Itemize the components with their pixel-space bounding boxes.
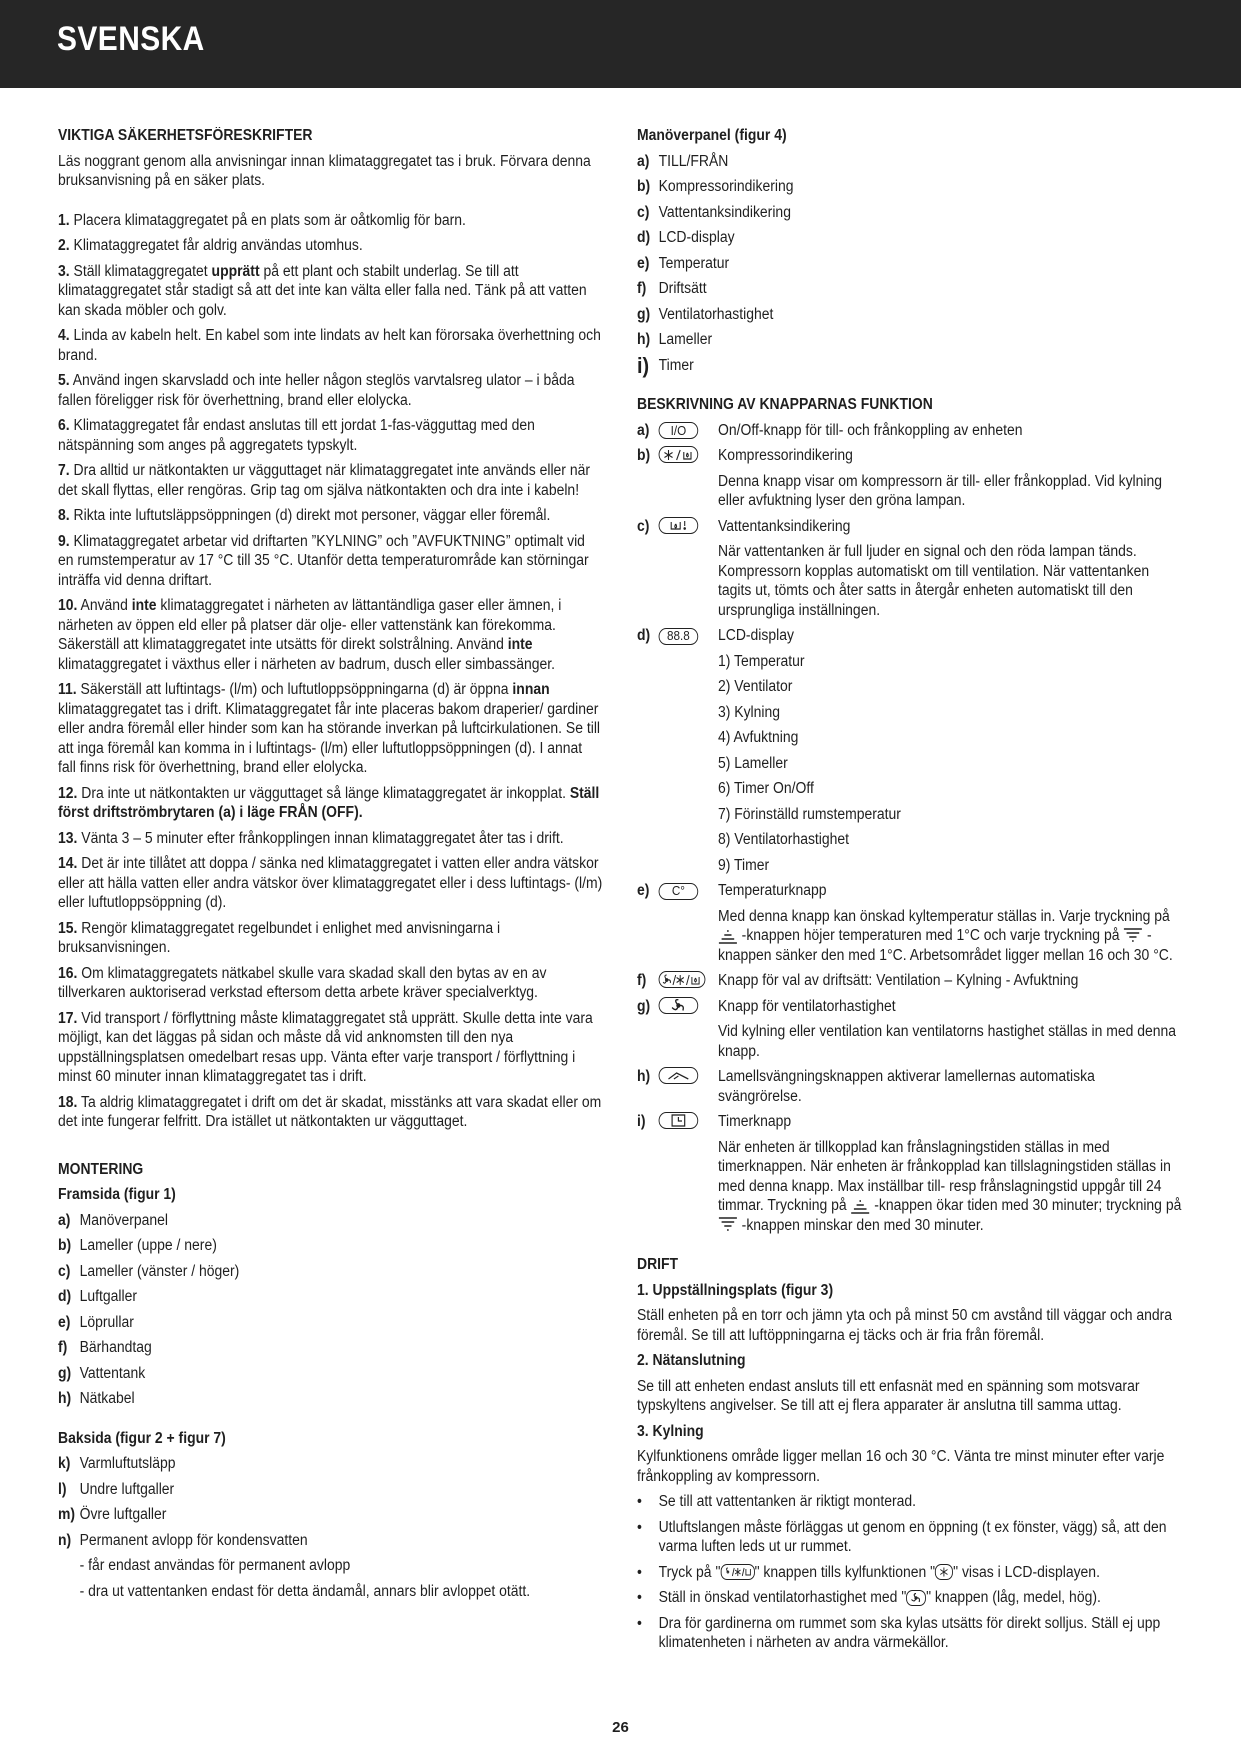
back-heading: Baksida (figur 2 + figur 7) (58, 1429, 226, 1447)
list-item: f) Driftsätt (637, 280, 707, 297)
language-title: SVENSKA (57, 20, 205, 58)
list-item: m) Övre luftgaller (58, 1506, 167, 1523)
safety-rule: 15. Rengör klimataggregatet regelbundet i enlighet med anvisningarna i bruksanvisningen. (58, 919, 501, 956)
bullet-item: • Utluftslangen måste förläggas ut genom en öppning (t ex fönster, vägg) så, att den varma luften leds ut ur rummet. (637, 1518, 1167, 1555)
fan-icon (906, 1590, 926, 1606)
safety-rule: 7. Dra alltid ur nätkontakten ur vägguttaget när klimataggregatet inte används eller när det skall flyttas, eller rengöras. Grip tag om själva nätkontakten och dra inte i kabeln! (58, 462, 590, 499)
list-item: k) Varmluftutsläpp (58, 1455, 176, 1472)
list-item: n) Permanent avlopp för kondensvatten (58, 1531, 308, 1549)
button-row: h) Lamellsvängningsknappen aktiverar lamellernas automatiska svängrörelse. (637, 1068, 1095, 1105)
drift-section-heading: 1. Uppställningsplats (figur 3) (637, 1281, 834, 1299)
button-description: Med denna knapp kan önskad kyltemperatur ställas in. Varje tryckning på -knappen höjer temperaturen med 1°C och varje tryckning på -knappen sänker den med 1°C. Arbetsområdet ligger mellan 16 och 30 °C. (718, 907, 1173, 964)
panel-heading: Manöverpanel (figur 4) (637, 127, 787, 144)
button-row: f) Knapp för val av driftsätt: Ventilation – Kylning - Avfuktning (637, 972, 1079, 989)
safety-rule: 4. Linda av kabeln helt. En kabel som inte lindats av helt kan förorsaka överhettning och brand. (58, 327, 601, 364)
button-row: g) Knapp för ventilatorhastighet (637, 997, 896, 1015)
safety-rule: 11. Säkerställ att luftintags- (l/m) och luftutloppsöppningarna (d) är öppna innan klimataggregatet tas i drift. Klimataggregatet får inte placeras bakom draperier/ gardiner eller andra föremål eller hinder som kan ha störande inverkan på luftcirkulationen. Se till att inga föremål kan komma in i luftintags- (l/m) eller luftutloppsöppningen (d). I annat fall finns risk för överhettning, brand eller elolycka. (58, 681, 601, 776)
snowflake-drop-icon (659, 446, 699, 463)
list-item: g) Ventilatorhastighet (637, 305, 774, 323)
list-subitem: - får endast användas för permanent avlopp (79, 1557, 351, 1574)
button-description: När enheten är tillkopplad kan frånslagningstiden ställas in med timerknappen. När enheten är frånkopplad kan tillslagningstiden ställas in med denna knapp. Max inställbar till- resp frånslagningstid uppgår till 24 timmar. Tryckning på -knappen ökar tiden med 30 minuter; tryckning på -knappen minskar den med 30 minuter. (718, 1138, 1182, 1234)
safety-rule: 12. Dra inte ut nätkontakten ur vägguttaget så länge klimataggregatet är inkopplat. Ställ först driftströmbrytaren (a) i läge FRÅN (OFF). (58, 784, 600, 821)
list-item: h) Nätkabel (58, 1390, 135, 1407)
button-row: i) Timerknapp (637, 1113, 792, 1130)
swing-icon (659, 1067, 699, 1084)
button-row: e) C° Temperaturknapp (637, 882, 827, 899)
safety-rule: 8. Rikta inte luftutsläppsöppningen (d) direkt mot personer, väggar eller föremål. (58, 507, 551, 524)
lcd-item: 6) Timer On/Off (718, 780, 814, 797)
bullet-item: • Se till att vattentanken är riktigt monterad. (637, 1493, 917, 1510)
safety-rule: 5. Använd ingen skarvsladd och inte heller någon steglös varvtalsreg ulator – i båda fallen föreligger risk för överhettning, brand eller elolycka. (58, 372, 575, 409)
right-column (637, 126, 1182, 1659)
mode-icon (720, 1564, 754, 1580)
list-item: b) Kompressorindikering (637, 178, 794, 195)
lcd-item: 5) Lameller (718, 754, 788, 772)
mode-icon (659, 971, 706, 988)
list-item: c) Lameller (vänster / höger) (58, 1262, 240, 1280)
lcd-item: 8) Ventilatorhastighet (718, 831, 850, 848)
temperature-icon: C° (659, 883, 699, 900)
lcd-item: 3) Kylning (718, 703, 781, 721)
lcd-item: 2) Ventilator (718, 678, 793, 695)
list-item: e) Löprullar (58, 1313, 134, 1331)
button-row: a) I/O On/Off-knapp för till- och frånkoppling av enheten (637, 421, 1023, 439)
drift-section-heading: 2. Nätanslutning (637, 1352, 746, 1369)
button-row: b) Kompressorindikering (637, 447, 853, 464)
down-arrow-icon (1123, 928, 1143, 944)
list-item: l) Undre luftgaller (58, 1480, 175, 1498)
up-arrow-icon (718, 928, 738, 944)
list-item: h) Lameller (637, 331, 713, 348)
list-item: g) Vattentank (58, 1364, 146, 1382)
button-description: Denna knapp visar om kompressorn är till- eller frånkopplad. Vid kylning eller avfuktning lyser den gröna lampan. (718, 472, 1163, 509)
list-item: d) LCD-display (637, 229, 735, 246)
button-row: d) 88.8 LCD-display (637, 627, 794, 644)
bullet-item: • Ställ in önskad ventilatorhastighet med " " knappen (låg, medel, hög). (637, 1589, 1101, 1606)
list-subitem: - dra ut vattentanken endast för detta ändamål, annars blir avloppet otätt. (79, 1582, 531, 1600)
drift-section-text: Se till att enheten endast ansluts till ett enfasnät med en spänning som motsvarar typskyltens angivelser. Se till att ej flera apparater är anslutna till samma uttag. (637, 1377, 1140, 1414)
snowflake-icon (935, 1564, 953, 1580)
button-description: Vid kylning eller ventilation kan ventilatorns hastighet ställas in med denna knapp. (718, 1023, 1177, 1060)
bullet-item: • Dra för gardinerna om rummet som ska kylas utsätts för direkt solljus. Ställ ej upp klimatenheten i närheten av andra värmekällor. (637, 1614, 1161, 1651)
timer-icon (659, 1112, 699, 1129)
lcd-display-icon: 88.8 (659, 628, 699, 645)
list-item: c) Vattentanksindikering (637, 203, 791, 221)
water-tank-icon (659, 517, 699, 534)
bullet-item: • Tryck på " " knappen tills kylfunktionen " " visas i LCD-displayen. (637, 1563, 1100, 1581)
safety-intro: Läs noggrant genom alla anvisningar innan klimataggregatet tas i bruk. Förvara denna bruksanvisning på en säker plats. (58, 152, 591, 189)
montering-heading: MONTERING (58, 1160, 144, 1178)
list-item: a) Manöverpanel (58, 1211, 169, 1229)
button-row: c) Vattentanksindikering (637, 517, 851, 535)
down-arrow-icon (718, 1217, 738, 1233)
safety-rule: 6. Klimataggregatet får endast anslutas till ett jordat 1-fas-vägguttag med den nätspänning som anges på aggregatets typskylt. (58, 417, 535, 454)
page-number: 26 (612, 1719, 629, 1736)
safety-rule: 9. Klimataggregatet arbetar vid driftarten ”KYLNING” och ”AVFUKTNING” optimalt vid en rumstemperatur av 17 °C till 35 °C. Utanför detta temperaturområde kan störningar inträffa vid denna driftart. (58, 532, 589, 589)
list-item: f) Bärhandtag (58, 1339, 152, 1356)
lcd-item: 4) Avfuktning (718, 729, 799, 746)
safety-rule: 13. Vänta 3 – 5 minuter efter frånkopplingen innan klimataggregatet åter tas i drift. (58, 829, 564, 847)
fan-icon (659, 997, 699, 1014)
front-heading: Framsida (figur 1) (58, 1186, 176, 1203)
list-item: e) Temperatur (637, 254, 730, 272)
up-arrow-icon (851, 1198, 871, 1214)
lcd-item: 9) Timer (718, 856, 770, 874)
left-column (58, 126, 603, 1607)
lcd-item: 1) Temperatur (718, 652, 805, 670)
safety-rule: 2. Klimataggregatet får aldrig användas utomhus. (58, 237, 363, 254)
safety-rule: 1. Placera klimataggregatet på en plats som är oåtkomlig för barn. (58, 211, 466, 229)
power-icon: I/O (659, 422, 699, 439)
drift-section-text: Kylfunktionens område ligger mellan 16 och 30 °C. Vänta tre minst minuter efter varje frånkoppling av kompressorn. (637, 1448, 1165, 1485)
list-item: a) TILL/FRÅN (637, 152, 729, 170)
lcd-item: 7) Förinställd rumstemperatur (718, 805, 901, 823)
drift-section-heading: 3. Kylning (637, 1422, 704, 1440)
safety-rule: 14. Det är inte tillåtet att doppa / sänka ned klimataggregatet i vatten eller andra vätskor eller att hälla vatten eller andra vätskor över klimataggregatet eller i dess luftintags- (l/m) eller luftutloppsöppning (d). (58, 855, 603, 911)
drift-heading: DRIFT (637, 1256, 679, 1273)
list-item: b) Lameller (uppe / nere) (58, 1237, 217, 1254)
drift-section-text: Ställ enheten på en torr och jämn yta och på minst 50 cm avstånd till väggar och andra föremål. Se till att luftöppningarna ej täcks och är fria från föremål. (637, 1307, 1173, 1344)
safety-rule: 3. Ställ klimataggregatet upprätt på ett plant och stabilt underlag. Se till att klimataggregatet står stadigt så att det inte kan välta eller falla ned. Tänk på att vatten kan skada möbler och golv. (58, 262, 587, 319)
buttons-heading: BESKRIVNING AV KNAPPARNAS FUNKTION (637, 396, 933, 413)
safety-rule: 16. Om klimataggregatets nätkabel skulle vara skadad skall den bytas av en av tillverkaren auktoriserad verkstad eftersom detta arbete kräver specialverktyg. (58, 964, 547, 1001)
button-description: När vattentanken är full ljuder en signal och den röda lampan tänds. Kompressorn kopplas automatiskt om till ventilation. När vattentanken tagits ut, tömts och åter satts in återgår enheten automatiskt till den ursprungliga inställningen. (718, 543, 1150, 619)
safety-heading: VIKTIGA SÄKERHETSFÖRESKRIFTER (58, 127, 313, 144)
safety-rule: 18. Ta aldrig klimataggregatet i drift om det är skadat, misstänks att vara skadat eller om det inte fungerar felfritt. Dra istället ut nätkontakten ur vägguttaget. (58, 1093, 602, 1130)
list-item: i) Timer (637, 352, 694, 378)
safety-rule: 17. Vid transport / förflyttning måste klimataggregatet stå upprätt. Skulle detta inte vara möjligt, kan det läggas på sidan och måste då vid anknomsten till den nya uppställningsplatsen omedelbart resas upp. Vänta efter varje transport / förflyttning i minst 60 minuter innan klimataggregatet tas i drift. (58, 1009, 593, 1085)
list-item: d) Luftgaller (58, 1288, 137, 1305)
header-bar (0, 0, 1241, 88)
safety-rule: 10. Använd inte klimataggregatet i närheten av lättantändliga gaser eller ämnen, i närheten av öppen eld eller på platser där olje- eller vattenstänk kan förekomma. Säkerställ att klimataggregatet inte utsätts för direkt solstrålning. Använd inte klimataggregatet i växthus eller i närheten av badrum, dusch eller simbassänger. (58, 597, 562, 673)
